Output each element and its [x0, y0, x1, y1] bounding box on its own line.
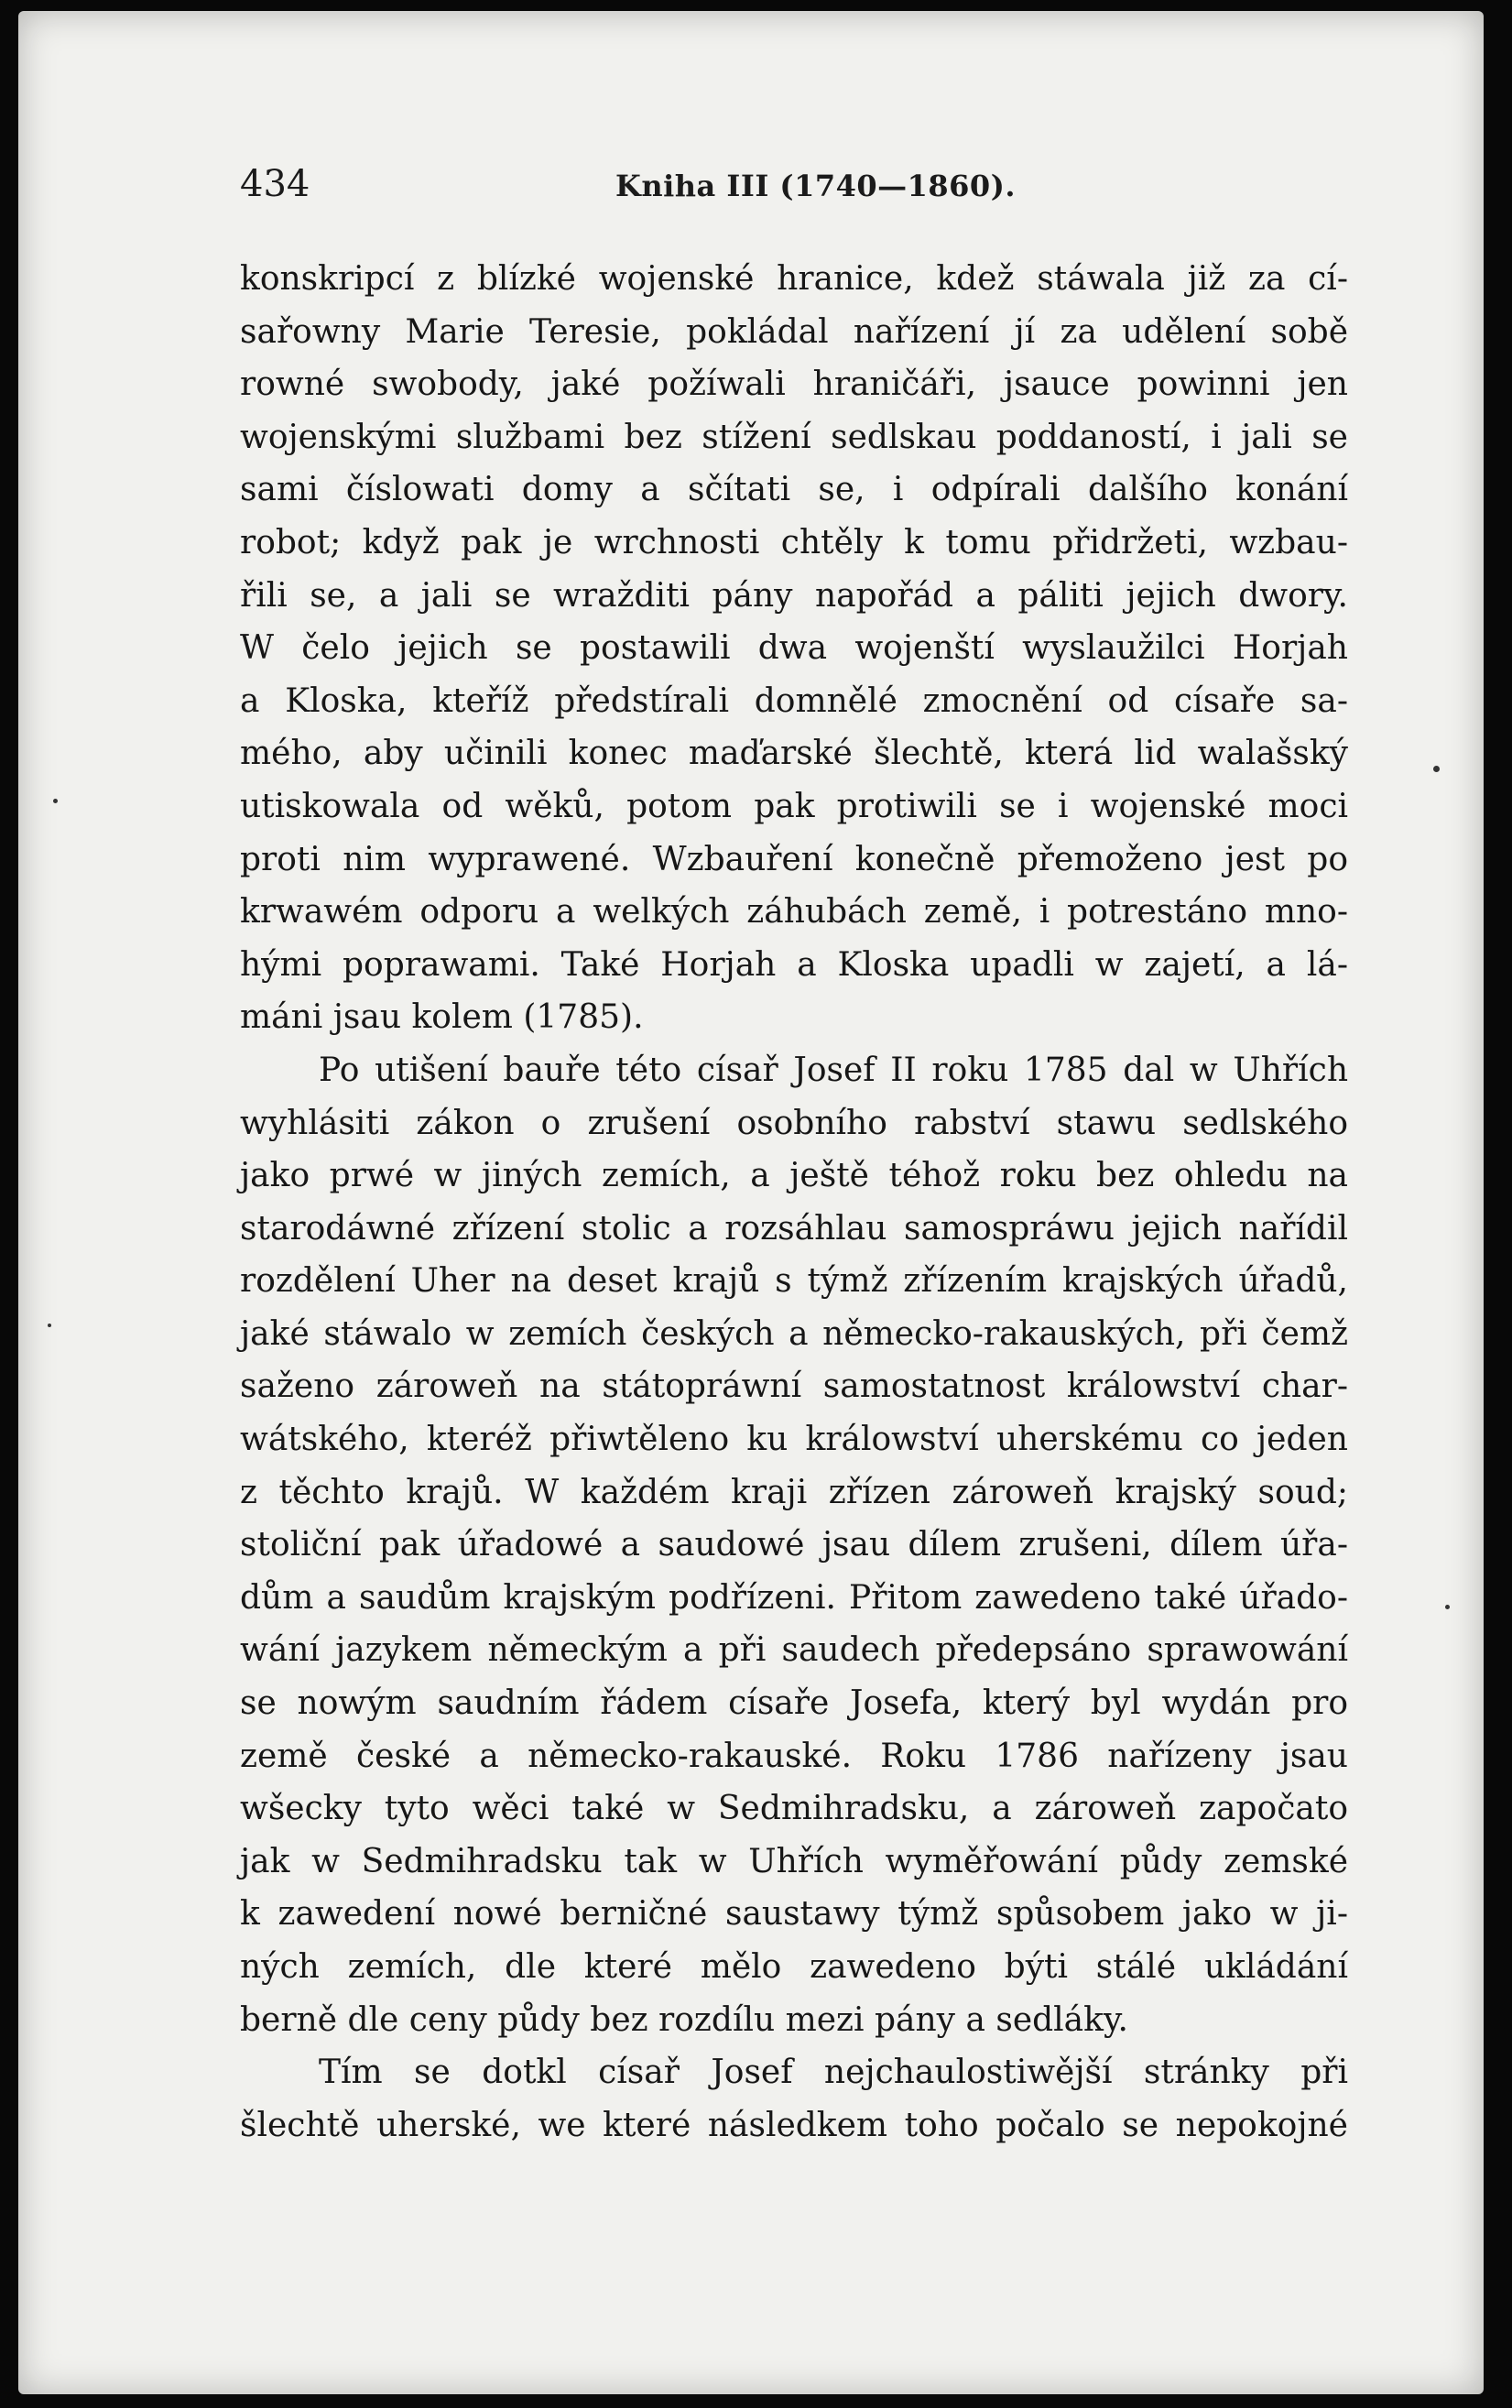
text-line: mého, aby učinili konec maďarské šlechtě, která lid walašský [240, 735, 1348, 773]
text-line: W čelo jejich se postawili dwa wojenští wyslaužilci Horjah [240, 629, 1348, 668]
text-line-paragraph-start: Tím se dotkl císař Josef nejchaulostiwější stránky při [319, 2054, 1348, 2092]
paper-speck [48, 1324, 51, 1327]
text-line: saženo zároweň na státopráwní samostatnost králowství char- [240, 1367, 1348, 1406]
page-number: 434 [240, 163, 310, 205]
text-line: řili se, a jali se wražditi pány napořád a páliti jejich dwory. [240, 576, 1348, 615]
text-line: rowné swobody, jaké požíwali hraničáři, jsauce powinni jen [240, 365, 1348, 404]
text-line-paragraph-end: máni jsau kolem (1785). [240, 998, 644, 1037]
text-line: dům a saudům krajským podřízeni. Přitom zawedeno také úřado- [240, 1578, 1348, 1617]
text-line-paragraph-end: berně dle ceny půdy bez rozdílu mezi pány a sedláky. [240, 2000, 1128, 2039]
text-line: wátského, kteréž přiwtěleno ku králowství uherskému co jeden [240, 1421, 1348, 1459]
text-line: jak w Sedmihradsku tak w Uhřích wyměřowání půdy zemské [240, 1842, 1348, 1880]
page-header [240, 163, 1348, 218]
text-line: wojenskými službami bez stížení sedlskau poddaností, i jali se [240, 418, 1348, 456]
text-line: robot; když pak je wrchnosti chtěly k tomu přidržeti, wzbau- [240, 523, 1348, 561]
text-line-paragraph-start: Po utišení bauře této císař Josef II roku 1785 dal w Uhřích [319, 1051, 1348, 1089]
running-head: Kniha III (1740—1860). [615, 169, 1016, 203]
text-line: jako prwé w jiných zemích, a ještě téhož roku bez ohledu na [240, 1157, 1348, 1195]
text-line: ných zemích, dle které mělo zawedeno býti stálé ukládání [240, 1948, 1348, 1986]
text-line: sami číslowati domy a sčítati se, i odpírali dalšího konání [240, 471, 1348, 509]
text-line: země české a německo-rakauské. Roku 1786 nařízeny jsau [240, 1737, 1348, 1775]
text-line: wšecky tyto wěci také w Sedmihradsku, a zároweň započato [240, 1790, 1348, 1828]
text-line: starodáwné zřízení stolic a rozsáhlau samospráwu jejich nařídil [240, 1209, 1348, 1248]
body-text [240, 253, 1348, 2152]
text-line: konskripcí z blízké wojenské hranice, kdež stáwala již za cí- [240, 260, 1348, 298]
text-line: hými poprawami. Také Horjah a Kloska upadli w zajetí, a lá- [240, 945, 1348, 984]
text-line: sařowny Marie Teresie, pokládal nařízení jí za udělení sobě [240, 312, 1348, 351]
paper-speck [1445, 1605, 1450, 1609]
text-line: se nowým saudním řádem císaře Josefa, který byl wydán pro [240, 1684, 1348, 1723]
text-line: stoliční pak úřadowé a saudowé jsau dílem zrušeni, dílem úřa- [240, 1526, 1348, 1564]
text-line: jaké stáwalo w zemích českých a německo-rakauských, při čemž [240, 1314, 1348, 1353]
text-line: k zawedení nowé berničné saustawy týmž spůsobem jako w ji- [240, 1895, 1348, 1934]
text-line: šlechtě uherské, we které následkem toho počalo se nepokojné [240, 2106, 1348, 2144]
text-line: z těchto krajů. W každém kraji zřízen zároweň krajský soud; [240, 1473, 1348, 1511]
text-line: a Kloska, kteříž předstírali domnělé zmocnění od císaře sa- [240, 681, 1348, 720]
text-line: krwawém odporu a welkých záhubách země, i potrestáno mno- [240, 893, 1348, 932]
text-line: rozdělení Uher na deset krajů s týmž zřízením krajských úřadů, [240, 1262, 1348, 1301]
text-line: wání jazykem německým a při saudech předepsáno sprawowání [240, 1631, 1348, 1670]
text-line: proti nim wyprawené. Wzbauření konečně přemoženo jest po [240, 840, 1348, 878]
paper-speck [1433, 766, 1440, 772]
paper-speck [53, 799, 58, 803]
text-line: wyhlásiti zákon o zrušení osobního rabství stawu sedlského [240, 1104, 1348, 1142]
text-line: utiskowala od wěků, potom pak protiwili se i wojenské moci [240, 787, 1348, 825]
